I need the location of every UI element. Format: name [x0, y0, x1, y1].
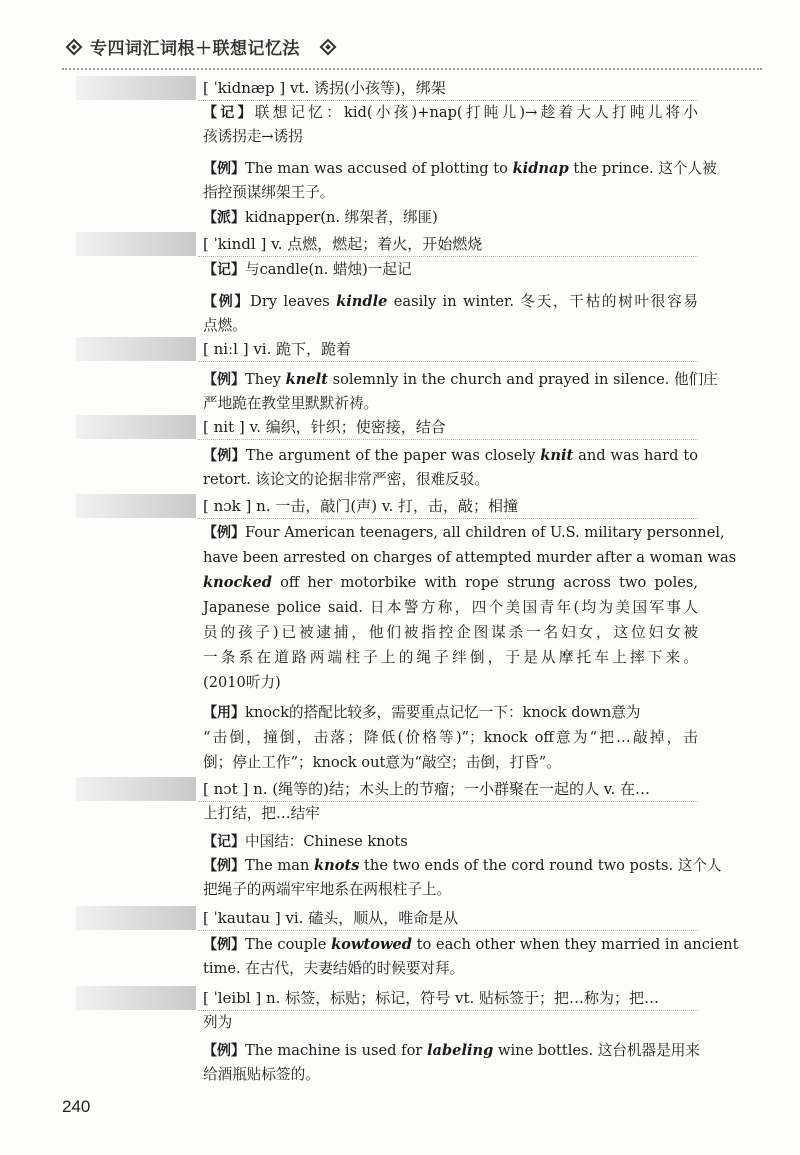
entry-text-line: 【例】The argument of the paper was closely knit and was hard to	[203, 447, 698, 464]
entry-text-line: 【派】kidnapper(n. 绑架者，绑匪)	[203, 209, 438, 226]
entry-text-line: 【例】They knelt solemnly in the church and prayed in silence. 他们庄	[203, 371, 718, 388]
dotted-divider	[198, 518, 698, 519]
entry-text-line: 【例】The man knots the two ends of the cord round two posts. 这个人	[203, 857, 722, 874]
entry-text-line: 把绳子的两端牢牢地系在两根柱子上。	[203, 881, 452, 898]
entry-text-line: 【记】与candle(n. 蜡烛)一起记	[203, 261, 412, 278]
entry-text-line: 【例】The machine is used for labeling wine bottles. 这台机器是用来	[203, 1042, 700, 1059]
entry-text-line: knocked off her motorbike with rope strung across two poles,	[203, 574, 698, 591]
definition: [ nɔt ] n. (绳等的)结；木头上的节瘤；一小群聚在一起的人 v. 在…	[203, 780, 650, 798]
dotted-divider	[198, 361, 698, 362]
headword-bar	[76, 415, 196, 439]
entry-text-line: “击倒，撞倒，击落；降低(价格等)”；knock off意为“把…敲掉，击	[203, 729, 698, 746]
entry-text-line: 【例】Dry leaves kindle easily in winter. 冬天，干枯的树叶很容易	[203, 293, 699, 310]
page-header	[62, 34, 762, 70]
dotted-divider	[198, 256, 698, 257]
entry-text-line: Japanese police said. 日本警方称，四个美国青年(均为美国军事人	[203, 599, 698, 616]
entry-text-line: 孩诱拐走→诱拐	[203, 128, 303, 145]
definition: [ ˈkidnæp ] vt. 诱拐(小孩等)，绑架	[203, 79, 446, 97]
entry-text-line: 【例】The couple kowtowed to each other when they married in ancient	[203, 936, 739, 953]
dotted-divider	[198, 439, 698, 440]
headword-bar	[76, 494, 196, 518]
entry-text-line: 点燃。	[203, 317, 247, 334]
page-number: 240	[62, 1097, 91, 1116]
definition: [ ˈleibl ] n. 标签，标贴；标记，符号 vt. 贴标签于；把…称为；把…	[203, 989, 660, 1007]
entry-text-line: 列为	[203, 1014, 233, 1031]
entry-text-line: 倒；停止工作”；knock out意为“敲空；击倒，打昏”。	[203, 754, 561, 771]
entry-text-line: (2010听力)	[203, 674, 281, 691]
headword-bar	[76, 777, 196, 801]
entry-text-line: 一条系在道路两端柱子上的绳子绊倒，于是从摩托车上摔下来。	[203, 649, 698, 666]
entry-text-line: 【记】中国结：Chinese knots	[203, 833, 408, 850]
definition: [ ˈkindl ] v. 点燃，燃起；着火，开始燃烧	[203, 235, 483, 253]
definition: [ ˈkautau ] vi. 磕头，顺从，唯命是从	[203, 909, 459, 927]
headword-bar	[76, 906, 196, 930]
entry-text-line: 上打结，把…结牢	[203, 805, 320, 822]
headword-bar	[76, 232, 196, 256]
entry-text-line: 指控预谋绑架王子。	[203, 184, 335, 201]
page-header-title: 专四词汇词根＋联想记忆法	[90, 39, 300, 59]
entry-text-line: time. 在古代，夫妻结婚的时候要对拜。	[203, 960, 465, 977]
dotted-divider	[198, 930, 698, 931]
diamond-ornament-icon	[66, 39, 83, 56]
entry-text-line: 【例】Four American teenagers, all children of U.S. military personnel,	[203, 524, 725, 541]
definition: [ nit ] v. 编织，针织；使密接，结合	[203, 418, 446, 436]
entry-text-line: 给酒瓶贴标签的。	[203, 1066, 320, 1083]
entry-text-line: 【记】联想记忆：kid(小孩)+nap(打盹儿)→趁着大人打盹儿将小	[203, 104, 699, 121]
headword-bar	[76, 986, 196, 1010]
entry-text-line: 员的孩子)已被逮捕，他们被指控企图谋杀一名妇女，这位妇女被	[203, 624, 698, 641]
entry-text-line: retort. 该论文的论据非常严密，很难反驳。	[203, 471, 489, 488]
entry-text-line: 【例】The man was accused of plotting to kidnap the prince. 这个人被	[203, 160, 717, 177]
headword-bar	[76, 337, 196, 361]
diamond-ornament-icon	[320, 39, 337, 56]
headword-bar	[76, 76, 196, 100]
entry-text-line: have been arrested on charges of attempted murder after a woman was	[203, 549, 737, 566]
definition: [ niːl ] vi. 跪下，跪着	[203, 340, 352, 358]
entry-text-line: 严地跪在教堂里默默祈祷。	[203, 395, 379, 412]
definition: [ nɔk ] n. 一击，敲门(声) v. 打，击，敲；相撞	[203, 497, 519, 515]
entry-text-line: 【用】knock的搭配比较多，需要重点记忆一下：knock down意为	[203, 704, 641, 721]
